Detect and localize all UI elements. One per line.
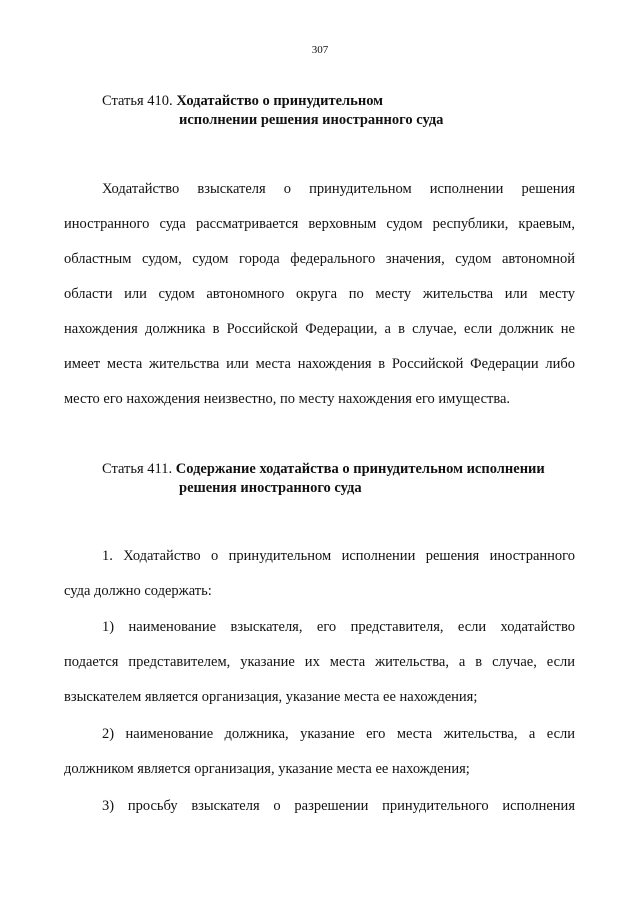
paragraph-line: имеет места жительства или места нахождения в Российской Федерации либо (64, 356, 575, 372)
paragraph-line: иностранного суда рассматривается верховным судом республики, краевым, (64, 216, 575, 232)
paragraph-line: место его нахождения неизвестно, по месту нахождения его имущества. (64, 391, 511, 407)
paragraph-line: Ходатайство взыскателя о принудительном исполнении решения (102, 181, 575, 197)
article-411-prefix: Статья 411. (102, 461, 173, 477)
paragraph-line: должником является организация, указание места ее нахождения; (64, 761, 470, 777)
paragraph-line: суда должно содержать: (64, 583, 212, 599)
article-410-heading (102, 92, 443, 130)
article-411-paragraph-1 (64, 539, 575, 609)
paragraph-line: 1) наименование взыскателя, его представителя, если ходатайство (102, 619, 575, 635)
paragraph-line: областным судом, судом города федерального значения, судом автономной (64, 251, 575, 267)
article-411-item-3 (64, 789, 575, 824)
article-411-title-line2: решения иностранного суда (179, 480, 362, 496)
paragraph-line: области или судом автономного округа по месту жительства или месту (64, 286, 575, 302)
article-410-heading-line1 (102, 92, 443, 111)
article-411-heading-line1 (102, 460, 545, 479)
article-411-heading (102, 460, 545, 498)
paragraph-line: 2) наименование должника, указание его места жительства, а если (102, 726, 575, 742)
article-410-title-line2: исполнении решения иностранного суда (179, 112, 444, 128)
article-411-item-1 (64, 610, 575, 715)
paragraph-line: взыскателем является организация, указание места ее нахождения; (64, 689, 478, 705)
article-410-title-line1: Ходатайство о принудительном (176, 93, 384, 109)
paragraph-line: 3) просьбу взыскателя о разрешении принудительного исполнения (102, 798, 575, 814)
article-410-prefix: Статья 410. (102, 93, 173, 109)
paragraph-line: 1. Ходатайство о принудительном исполнении решения иностранного (102, 548, 575, 564)
paragraph-line: нахождения должника в Российской Федерации, а в случае, если должник не (64, 321, 575, 337)
paragraph-line: подается представителем, указание их места жительства, а в случае, если (64, 654, 575, 670)
article-411-title-line1: Содержание ходатайства о принудительном исполнении (175, 461, 545, 477)
article-410-body (64, 172, 575, 417)
article-411-item-2 (64, 717, 575, 787)
page-number: 307 (311, 44, 329, 56)
